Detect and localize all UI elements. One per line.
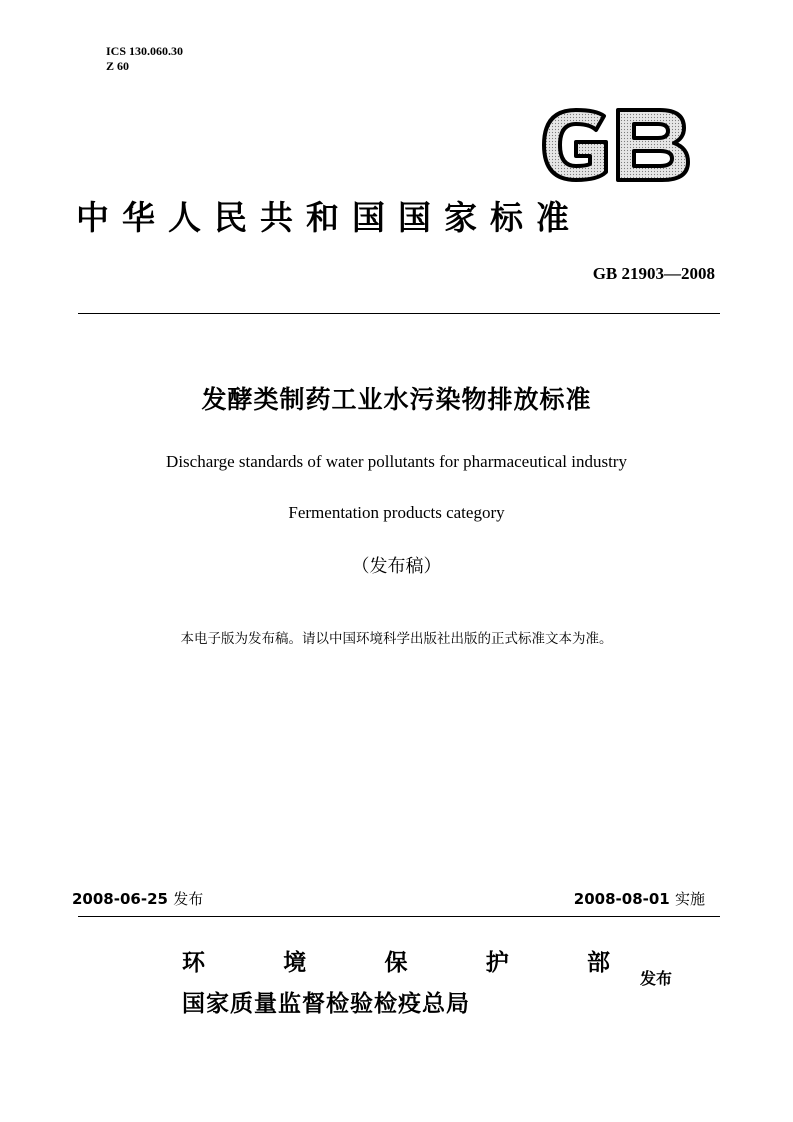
implemented-date-value: 2008-08-01 — [573, 890, 670, 908]
issue-label: 发布 — [640, 969, 673, 988]
standard-code: GB 21903—2008 — [592, 264, 715, 283]
issuer-ministry — [182, 944, 610, 977]
electronic-version-note: 本电子版为发布稿。请以中国环境科学出版社出版的正式标准文本为准。 — [180, 631, 613, 647]
issuer-char: 部 — [587, 950, 610, 976]
published-label: 发布 — [173, 890, 204, 908]
published-date-value: 2008-06-25 — [72, 890, 168, 908]
issuer-char: 保 — [384, 950, 408, 976]
category-code: Z 60 — [106, 59, 130, 73]
issuer-char: 环 — [182, 950, 205, 976]
header-divider — [78, 313, 720, 314]
gb-logo-icon — [536, 104, 692, 186]
title-english: Discharge standards of water pollutants for pharmaceutical industry — [166, 452, 627, 471]
national-standard-heading: 中华人民共和国国家标准 — [76, 198, 582, 237]
footer-divider — [78, 916, 720, 917]
implemented-label: 实施 — [674, 890, 705, 908]
ics-code: ICS 130.060.30 — [106, 44, 184, 58]
title-chinese: 发酵类制药工业水污染物排放标准 — [201, 385, 592, 414]
ics-block — [106, 44, 183, 74]
release-note: （发布稿） — [351, 556, 442, 577]
issuer-char: 护 — [485, 950, 509, 976]
issuer-aqsiq: 国家质量监督检验检疫总局 — [182, 991, 470, 1017]
implemented-date — [574, 888, 705, 909]
published-date — [72, 888, 203, 909]
issuer-char: 境 — [283, 950, 307, 976]
subtitle-english: Fermentation products category — [288, 503, 505, 522]
